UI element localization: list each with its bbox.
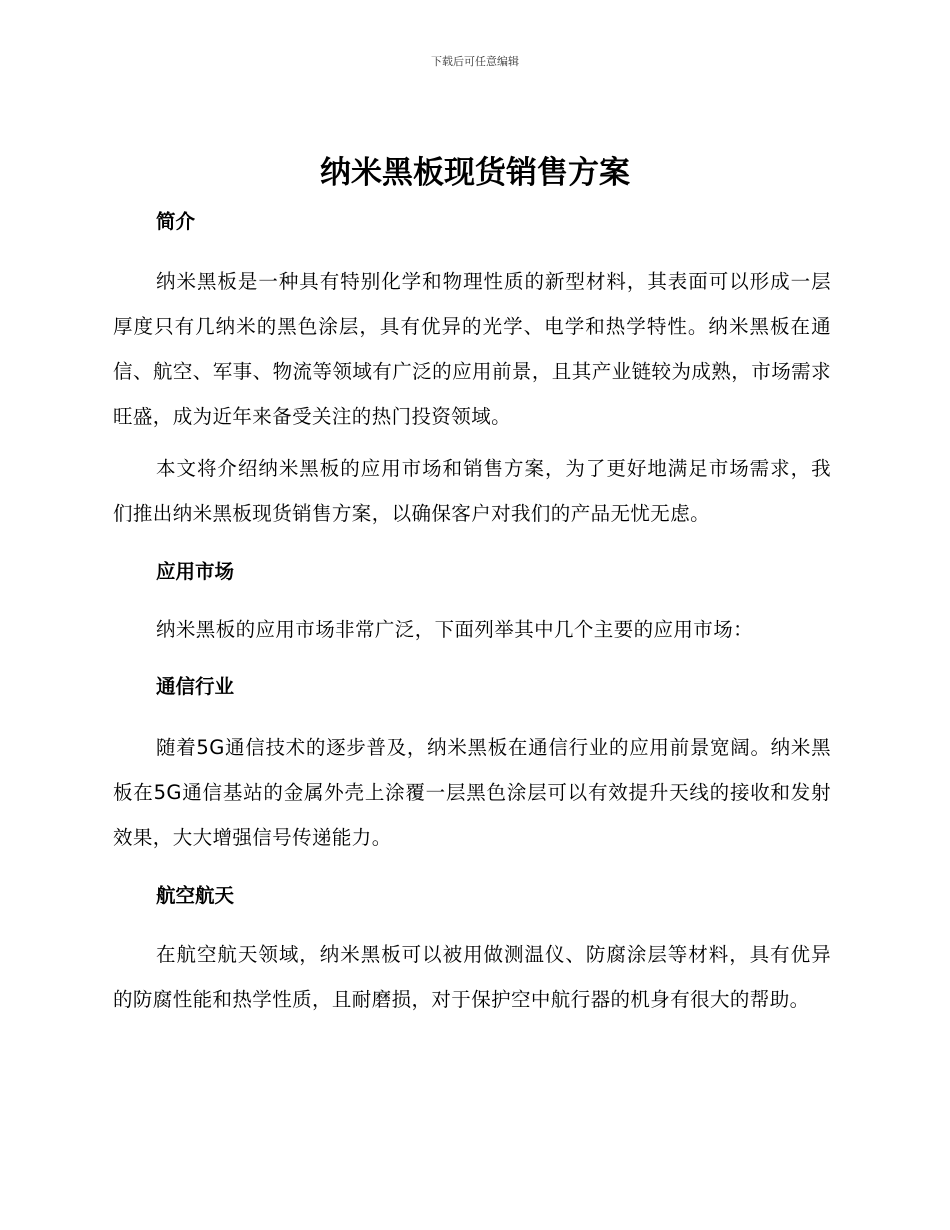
document-title: 纳米黑板现货销售方案: [320, 155, 630, 191]
section-heading-intro: 简介: [156, 210, 196, 233]
page-header-note: 下载后可任意编辑: [431, 55, 519, 68]
paragraph-market-1: 纳米黑板的应用市场非常广泛，下面列举其中几个主要的应用市场：: [156, 618, 754, 641]
paragraph-intro-2: 本文将介绍纳米黑板的应用市场和销售方案，为了更好地满足市场需求，我们推出纳米黑板现货销售方案，以确保客户对我们的产品无忧无虑。: [113, 457, 831, 525]
paragraph-intro-1: 纳米黑板是一种具有特别化学和物理性质的新型材料，其表面可以形成一层厚度只有几纳米的黑色涂层，具有优异的光学、电学和热学特性。纳米黑板在通信、航空、军事、物流等领域有广泛的应用前景，且其产业链较为成熟，市场需求旺盛，成为近年来备受关注的热门投资领域。: [113, 270, 831, 428]
document-body: [113, 204, 831, 1022]
section-heading-market: 应用市场: [156, 560, 235, 583]
paragraph-aerospace-1: 在航空航天领域，纳米黑板可以被用做测温仪、防腐涂层等材料，具有优异的防腐性能和热学性质，且耐磨损，对于保护空中航行器的机身有很大的帮助。: [113, 943, 831, 1011]
section-heading-telecom: 通信行业: [156, 675, 235, 698]
section-heading-aerospace: 航空航天: [156, 884, 235, 907]
paragraph-telecom-1: 随着5G通信技术的逐步普及，纳米黑板在通信行业的应用前景宽阔。纳米黑板在5G通信基站的金属外壳上涂覆一层黑色涂层可以有效提升天线的接收和发射效果，大大增强信号传递能力。: [113, 736, 831, 849]
